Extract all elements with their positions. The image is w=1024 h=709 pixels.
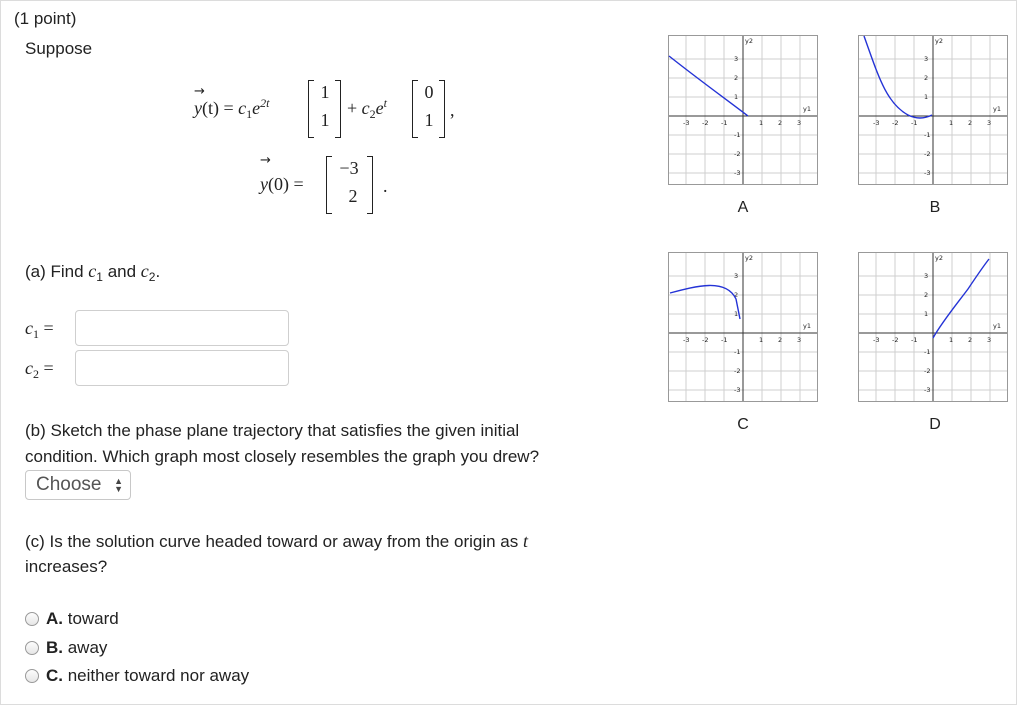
y-tick-label: -2 (734, 150, 741, 158)
part-c-line-1 (25, 531, 528, 552)
option-letter: C. (46, 666, 63, 685)
c2-symbol: c (140, 261, 149, 281)
x-axis-label: y1 (993, 105, 1001, 113)
x-tick-label: -2 (702, 336, 709, 344)
y-symbol: y (194, 98, 202, 118)
y-tick-label: -2 (734, 367, 741, 375)
y-tick-label: 3 (734, 272, 739, 280)
part-b-line-1: (b) Sketch the phase plane trajectory that satisfies the given initial (25, 421, 520, 440)
option-text: neither toward nor away (63, 666, 250, 685)
equals-sign: = (39, 318, 54, 338)
y-tick-label: -3 (734, 169, 741, 177)
x-tick-label: 1 (759, 119, 764, 127)
graph-d-label: D (929, 416, 941, 433)
select-caret-icon (114, 477, 123, 493)
part-a-prefix: (a) Find (25, 262, 89, 281)
option-label (46, 638, 107, 658)
y-tick-label: -3 (924, 386, 931, 394)
c2-input[interactable] (75, 350, 289, 386)
part-c-prefix: (c) Is the solution curve headed toward or away from the origin as (25, 532, 523, 551)
points-label: (1 point) (14, 9, 77, 28)
y-tick-label: -3 (734, 386, 741, 394)
y-tick-label: -1 (924, 131, 931, 139)
y-symbol: y (260, 174, 268, 194)
y-tick-label: 2 (924, 291, 929, 299)
c1-symbol: c (88, 261, 97, 281)
graph-b (858, 35, 1008, 190)
exp2: t (383, 96, 387, 110)
vector-2-top: 0 (424, 82, 434, 102)
bracket-right (335, 80, 341, 138)
y-axis-label: y2 (935, 254, 943, 262)
vector-arrow-icon: → (260, 153, 271, 168)
x-tick-label: 2 (968, 336, 973, 344)
y-tick-label: 2 (734, 291, 739, 299)
x-tick-label: -1 (911, 336, 918, 344)
x-axis-label: y1 (803, 322, 811, 330)
vector-1-top: 1 (320, 82, 330, 102)
bracket-left (412, 80, 418, 138)
equation-period: . (383, 176, 388, 196)
part-a-end: . (155, 262, 161, 281)
vector-arrow-icon: → (194, 84, 205, 99)
part-a-prompt (25, 261, 160, 284)
c2-symbol: c (25, 358, 33, 378)
x-tick-label: 1 (949, 336, 954, 344)
c1-subscript: 1 (96, 270, 103, 284)
graph-c-label: C (737, 416, 749, 433)
x-axis-label: y1 (803, 105, 811, 113)
y-tick-label: -1 (924, 348, 931, 356)
e1-symbol: e (252, 98, 261, 118)
graph-a-svg (668, 35, 818, 185)
x-tick-label: 3 (797, 119, 802, 127)
radio-away[interactable] (25, 641, 39, 655)
equation-second-term (347, 96, 387, 122)
x-axis-label: y1 (993, 322, 1001, 330)
y-axis-label: y2 (935, 37, 943, 45)
graph-b-label: B (929, 199, 941, 216)
c2-field-label (25, 358, 54, 382)
y-tick-label: 2 (924, 74, 929, 82)
x-tick-label: -3 (683, 336, 690, 344)
c2-subscript: 2 (369, 107, 376, 121)
option-label (46, 666, 249, 686)
y-tick-label: 3 (924, 272, 929, 280)
graph-c (668, 252, 818, 407)
option-text: away (63, 638, 108, 657)
suppose-text: Suppose (25, 39, 93, 58)
y-tick-label: 1 (924, 310, 929, 318)
initial-vector-top: −3 (339, 158, 359, 178)
x-tick-label: 3 (987, 336, 992, 344)
vector-1-bottom: 1 (320, 110, 330, 130)
caret-down-icon: ▼ (114, 484, 123, 494)
c2-subscript: 2 (148, 270, 156, 284)
bracket-right (367, 156, 373, 214)
graph-a-label: A (737, 199, 749, 216)
x-tick-label: -2 (702, 119, 709, 127)
initial-vector-bottom: 2 (348, 186, 358, 206)
graph-b-svg (858, 35, 1008, 185)
x-tick-label: 1 (759, 336, 764, 344)
y-tick-label: -1 (734, 348, 741, 356)
bracket-left (308, 80, 314, 138)
plus-sign: + (347, 98, 362, 118)
y-tick-label: 1 (734, 93, 739, 101)
x-tick-label: 3 (987, 119, 992, 127)
x-tick-label: -2 (892, 336, 899, 344)
c2-subscript: 2 (33, 367, 39, 381)
equation-lhs (194, 96, 269, 122)
y-tick-label: 3 (734, 55, 739, 63)
c1-symbol: c (238, 98, 247, 118)
option-label (46, 609, 119, 629)
initial-lhs (260, 174, 304, 195)
x-tick-label: -1 (911, 119, 918, 127)
y-tick-label: -1 (734, 131, 741, 139)
vector-1 (308, 80, 342, 138)
y-tick-label: 2 (734, 74, 739, 82)
t-symbol: t (522, 531, 528, 551)
y-tick-label: -3 (924, 169, 931, 177)
equation-comma: , (450, 100, 455, 120)
bracket-left (326, 156, 332, 214)
graph-c-svg (668, 252, 818, 402)
initial-vector (326, 156, 374, 214)
c1-field-label (25, 318, 54, 342)
y-tick-label: 3 (924, 55, 929, 63)
caret-up-icon: ▲ (114, 476, 123, 486)
equals-sign: = (39, 358, 54, 378)
e2-symbol: e (375, 98, 384, 118)
y-tick-label: -2 (924, 367, 931, 375)
c1-input[interactable] (75, 310, 289, 346)
x-tick-label: 2 (778, 336, 783, 344)
bracket-right (439, 80, 445, 138)
x-tick-label: 2 (778, 119, 783, 127)
and-text: and (102, 262, 141, 281)
exp1: 2t (260, 96, 270, 110)
y-tick-label: 1 (924, 93, 929, 101)
c1-symbol: c (25, 318, 33, 338)
y-axis-label: y2 (745, 37, 753, 45)
x-tick-label: -3 (873, 119, 880, 127)
option-text: toward (63, 609, 119, 628)
radio-neither[interactable] (25, 669, 39, 683)
x-tick-label: 1 (949, 119, 954, 127)
x-tick-label: -2 (892, 119, 899, 127)
x-tick-label: -1 (721, 336, 728, 344)
option-letter: A. (46, 609, 63, 628)
x-tick-label: -3 (873, 336, 880, 344)
c2-symbol: c (361, 98, 370, 118)
x-tick-label: -3 (683, 119, 690, 127)
c1-subscript: 1 (246, 107, 253, 121)
graph-d (858, 252, 1008, 407)
t-arg: (t) = (202, 98, 239, 118)
radio-toward[interactable] (25, 612, 39, 626)
graph-d-svg (858, 252, 1008, 402)
vector-2-bottom: 1 (424, 110, 434, 130)
part-b-line-2: condition. Which graph most closely resembles the graph you drew? (25, 447, 540, 466)
part-c-line-2: increases? (25, 557, 108, 576)
graph-choice-select[interactable] (25, 470, 131, 500)
x-tick-label: 2 (968, 119, 973, 127)
y-tick-label: -2 (924, 150, 931, 158)
vector-2 (412, 80, 446, 138)
graph-a (668, 35, 818, 190)
y-tick-label: 1 (734, 310, 739, 318)
zero-arg: (0) = (268, 174, 304, 194)
select-value: Choose (36, 474, 102, 495)
x-tick-label: -1 (721, 119, 728, 127)
option-letter: B. (46, 638, 63, 657)
x-tick-label: 3 (797, 336, 802, 344)
y-axis-label: y2 (745, 254, 753, 262)
c1-subscript: 1 (33, 327, 39, 341)
